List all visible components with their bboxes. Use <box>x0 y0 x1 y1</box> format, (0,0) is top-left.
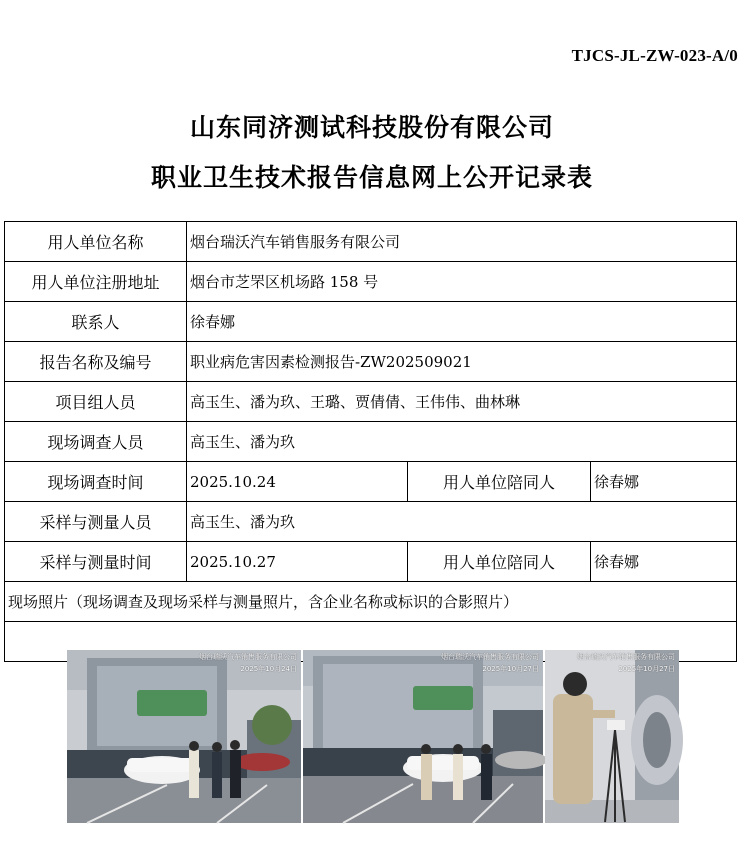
survey-staff-label: 现场调查人员 <box>5 422 187 462</box>
row-survey-time <box>5 462 737 502</box>
form-title: 职业卫生技术报告信息网上公开记录表 <box>150 163 593 192</box>
row-employer-name <box>5 222 737 262</box>
photo-2-stamp-date: 2025年10月27日 <box>482 665 539 673</box>
photo-1-stamp-company: 烟台瑞沃汽车销售服务有限公司 <box>199 653 297 661</box>
sampling-staff-value: 高玉生、潘为玖 <box>187 502 737 542</box>
row-sampling-time <box>5 542 737 582</box>
site-photo-2 <box>303 650 543 823</box>
survey-staff-value: 高玉生、潘为玖 <box>187 422 737 462</box>
photo-area <box>5 622 737 673</box>
record-table <box>4 221 737 673</box>
photo-1-stamp-date: 2025年10月24日 <box>240 665 297 673</box>
survey-companion-value: 徐春娜 <box>591 462 737 502</box>
row-survey-staff <box>5 422 737 462</box>
contact-value: 徐春娜 <box>187 302 737 342</box>
sampling-companion-label: 用人单位陪同人 <box>408 542 591 582</box>
storefront-photo-1-image <box>67 650 301 823</box>
row-photo-caption <box>5 582 737 622</box>
sampling-time-value: 2025.10.27 <box>187 542 408 582</box>
employer-name-label: 用人单位名称 <box>5 222 187 262</box>
row-photos <box>5 622 737 662</box>
document-code: TJCS-JL-ZW-023-A/0 <box>571 46 738 65</box>
row-team <box>5 382 737 422</box>
site-photo-3 <box>545 650 679 823</box>
sampling-companion-value: 徐春娜 <box>591 542 737 582</box>
storefront-photo-2-image <box>303 650 543 823</box>
survey-time-label: 现场调查时间 <box>5 462 187 502</box>
row-sampling-staff <box>5 502 737 542</box>
team-label: 项目组人员 <box>5 382 187 422</box>
survey-companion-label: 用人单位陪同人 <box>408 462 591 502</box>
photo-2-stamp-company: 烟台瑞沃汽车销售服务有限公司 <box>441 653 539 661</box>
company-title: 山东同济测试科技股份有限公司 <box>189 113 554 142</box>
photo-3-stamp-date: 2025年10月27日 <box>618 665 675 673</box>
contact-label: 联系人 <box>5 302 187 342</box>
row-employer-address <box>5 262 737 302</box>
sampling-staff-label: 采样与测量人员 <box>5 502 187 542</box>
report-label: 报告名称及编号 <box>5 342 187 382</box>
employer-address-value: 烟台市芝罘区机场路 158 号 <box>187 262 737 302</box>
photo-3-stamp-company: 烟台瑞沃汽车销售服务有限公司 <box>577 653 675 661</box>
photo-caption: 现场照片（现场调查及现场采样与测量照片，含企业名称或标识的合影照片） <box>5 582 737 622</box>
report-value: 职业病危害因素检测报告-ZW202509021 <box>187 342 737 382</box>
employer-address-label: 用人单位注册地址 <box>5 262 187 302</box>
survey-time-value: 2025.10.24 <box>187 462 408 502</box>
row-contact <box>5 302 737 342</box>
team-value: 高玉生、潘为玖、王璐、贾倩倩、王伟伟、曲林琳 <box>187 382 737 422</box>
site-photo-1 <box>67 650 301 823</box>
employer-name-value: 烟台瑞沃汽车销售服务有限公司 <box>187 222 737 262</box>
row-report <box>5 342 737 382</box>
sampling-photo-image <box>545 650 679 823</box>
sampling-time-label: 采样与测量时间 <box>5 542 187 582</box>
